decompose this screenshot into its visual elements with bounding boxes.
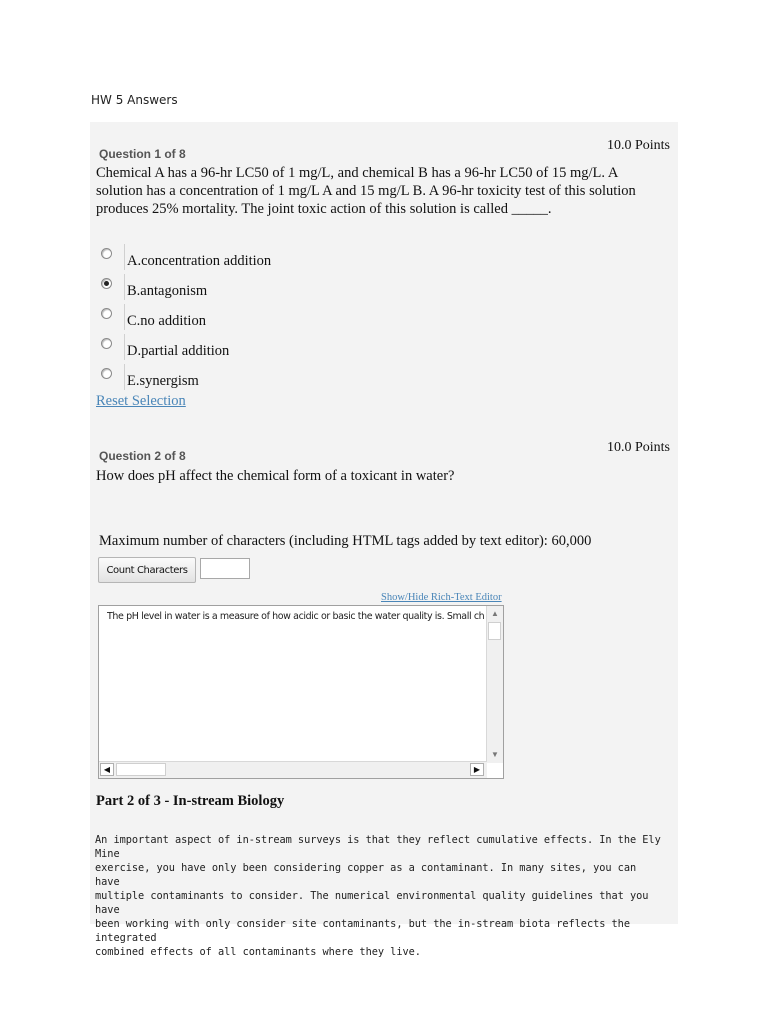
radio-box bbox=[96, 364, 125, 390]
horizontal-scrollbar[interactable] bbox=[99, 761, 487, 778]
scroll-up-icon[interactable]: ▲ bbox=[491, 609, 499, 618]
part-2-heading: Part 2 of 3 - In-stream Biology bbox=[96, 793, 285, 809]
choice-b-label: B.antagonism bbox=[127, 283, 208, 299]
character-count-field[interactable] bbox=[200, 558, 250, 579]
question-1-text-line: Chemical A has a 96-hr LC50 of 1 mg/L, and chemical B has a 96-hr LC50 of 15 mg/L. A bbox=[96, 165, 619, 181]
radio-button-b-selected[interactable] bbox=[101, 278, 112, 289]
question-2-label: Question 2 of 8 bbox=[99, 449, 186, 463]
question-2-points: 10.0 Points bbox=[606, 440, 670, 455]
question-1-label: Question 1 of 8 bbox=[99, 147, 186, 161]
document-title: HW 5 Answers bbox=[91, 93, 178, 107]
part-2-line: combined effects of all contaminants where they live. bbox=[95, 946, 421, 958]
max-characters-note: Maximum number of characters (including HTML tags added by text editor): 60,000 bbox=[99, 533, 592, 549]
scroll-left-icon[interactable]: ◀ bbox=[100, 763, 114, 776]
vertical-scroll-thumb[interactable] bbox=[488, 622, 501, 640]
radio-button-d[interactable] bbox=[101, 338, 112, 349]
radio-button-e[interactable] bbox=[101, 368, 112, 379]
answer-text[interactable]: The pH level in water is a measure of how acidic or basic the water quality is. Small ch bbox=[107, 611, 485, 622]
question-1-text-line: solution has a concentration of 1 mg/L A and 15 mg/L B. A 96-hr toxicity test of this solution bbox=[96, 183, 636, 199]
choice-c-label: C.no addition bbox=[127, 313, 206, 329]
radio-box bbox=[96, 334, 125, 360]
question-1-text bbox=[96, 164, 676, 218]
choice-a[interactable] bbox=[96, 244, 396, 272]
radio-box bbox=[96, 244, 125, 270]
scroll-down-icon[interactable]: ▼ bbox=[491, 750, 499, 759]
choice-e[interactable] bbox=[96, 364, 396, 392]
choice-e-label: E.synergism bbox=[127, 373, 199, 389]
choice-c[interactable] bbox=[96, 304, 396, 332]
radio-box bbox=[96, 274, 125, 300]
question-1-points: 10.0 Points bbox=[606, 138, 670, 153]
part-2-line: been working with only consider site contaminants, but the in-stream biota reflects the integrated bbox=[95, 918, 630, 944]
answer-textarea[interactable] bbox=[98, 605, 504, 779]
scroll-right-icon[interactable]: ▶ bbox=[470, 763, 484, 776]
part-2-description bbox=[95, 833, 665, 959]
vertical-scrollbar[interactable] bbox=[486, 606, 503, 763]
radio-button-c[interactable] bbox=[101, 308, 112, 319]
choice-d-label: D.partial addition bbox=[127, 343, 230, 359]
choice-d[interactable] bbox=[96, 334, 396, 362]
reset-selection-link[interactable]: Reset Selection bbox=[96, 393, 186, 409]
question-1-text-line: produces 25% mortality. The joint toxic action of this solution is called _____. bbox=[96, 201, 552, 217]
part-2-line: multiple contaminants to consider. The numerical environmental quality guidelines that you have bbox=[95, 890, 649, 916]
rich-text-editor-toggle[interactable]: Show/Hide Rich-Text Editor bbox=[381, 592, 502, 603]
horizontal-scroll-thumb[interactable] bbox=[116, 763, 166, 776]
choice-a-label: A.concentration addition bbox=[127, 253, 272, 269]
part-2-line: An important aspect of in-stream surveys is that they reflect cumulative effects. In the Ely Mine bbox=[95, 834, 661, 860]
choice-b[interactable] bbox=[96, 274, 396, 302]
radio-box bbox=[96, 304, 125, 330]
part-2-line: exercise, you have only been considering copper as a contaminant. In many sites, you can have bbox=[95, 862, 637, 888]
radio-button-a[interactable] bbox=[101, 248, 112, 259]
count-characters-button[interactable]: Count Characters bbox=[98, 557, 196, 583]
question-2-text: How does pH affect the chemical form of a toxicant in water? bbox=[96, 468, 455, 484]
